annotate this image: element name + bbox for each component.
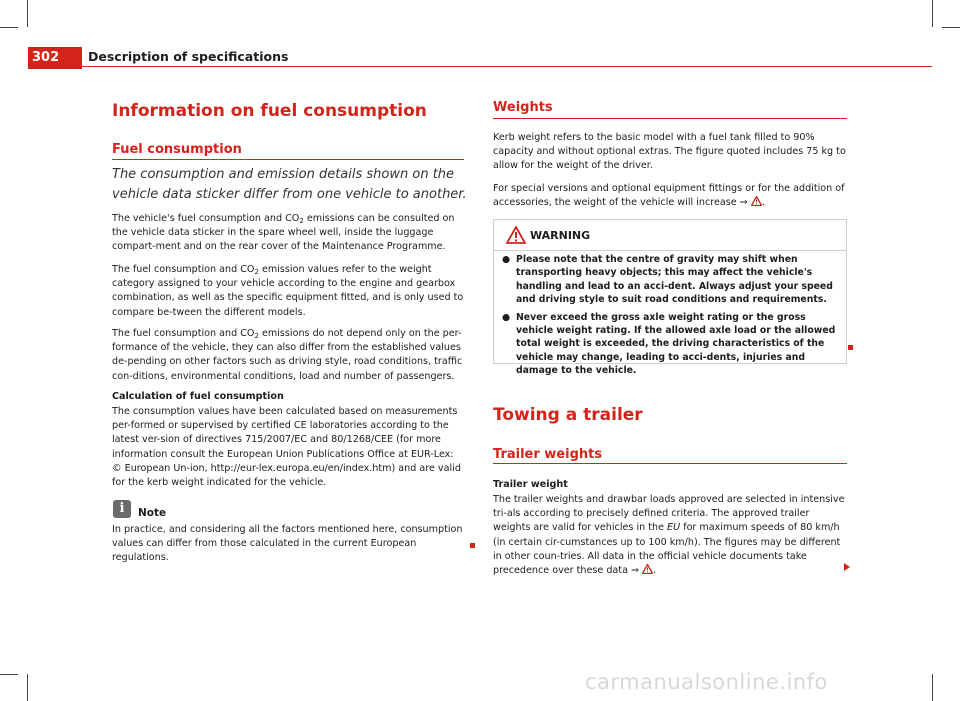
header-divider xyxy=(82,66,932,67)
calc-paragraph: The consumption values have been calculated based on measurements per-formed or supervised by certified CE laboratories according to the latest ver-sion of directives 715/2007/EC and 80/1268/CEE (for more information consult the European Union Publications Office at EUR-Lex: © European Un-ion, http://eur-lex.europa.eu/en/index.htm) and are valid for the kerb weight indicated for the vehicle. xyxy=(112,406,461,489)
section-heading-fuel-info: Information on fuel consumption xyxy=(112,101,427,121)
subheading-rule xyxy=(493,463,847,464)
page-number: 302 xyxy=(28,47,82,69)
crop-mark xyxy=(932,674,933,701)
calc-title: Calculation of fuel consumption xyxy=(112,391,284,402)
paragraph: The fuel consumption and $CO_2$ emission values refer to the weight category assigned to your vehicle according to the engine and gearbox combination, as well as the specific equipment fitted, and is only used to compare be-tween the different models. xyxy=(112,264,464,318)
info-icon: i xyxy=(113,500,131,518)
warning-list xyxy=(502,253,840,382)
section-heading-towing: Towing a trailer xyxy=(493,405,643,425)
crop-mark xyxy=(27,0,28,27)
section-end-mark xyxy=(848,345,853,350)
subheading-fuel-consumption: Fuel consumption xyxy=(112,142,242,157)
intro-text: The consumption and emission details shown on the vehicle data sticker differ from one vehicle to another. xyxy=(112,167,467,202)
paragraph: The vehicle's fuel consumption and $CO_2$ emissions can be consulted on the vehicle data sticker in the spare wheel well, inside the luggage compart-ment and on the rear cover of the Maintenance Programme. xyxy=(112,213,455,253)
paragraph: The fuel consumption and $CO_2$ emissions do not depend only on the per-formance of the vehicle, they can also differ from the established values de-pending on other factors such as driving style, road conditions, traffic con-ditions, environmental conditions, load and number of passengers. xyxy=(112,328,463,382)
weights-paragraph: For special versions and optional equipment fittings or for the addition of accessories, the weight of the vehicle will increase ⇒ . xyxy=(493,183,845,209)
warning-header xyxy=(494,220,846,251)
crop-mark xyxy=(932,0,933,27)
watermark: carmanualsonline.info xyxy=(585,670,828,694)
heading-weights: Weights xyxy=(493,100,553,115)
note-text: In practice, and considering all the factors mentioned here, consumption values can differ from those calculated in the current European regulations. xyxy=(112,524,463,564)
warning-box xyxy=(493,219,847,377)
section-end-mark xyxy=(470,543,475,548)
crop-mark xyxy=(942,27,960,28)
warning-item: ● Never exceed the gross axle weight rating or the gross vehicle weight rating. If the allowed axle load or the allowed total weight is exceeded, the driving characteristics of the vehicle may change, leading to acci-dents, injuries and damage to the vehicle. xyxy=(502,311,836,377)
warning-label: WARNING xyxy=(530,229,591,242)
subheading-trailer-weights: Trailer weights xyxy=(493,447,603,462)
warning-triangle-icon xyxy=(506,226,526,244)
crop-mark xyxy=(0,27,18,28)
warning-triangle-icon xyxy=(642,564,653,574)
heading-rule xyxy=(493,118,847,119)
trailer-paragraph: The trailer weights and drawbar loads approved are selected in intensive tri-als according to precisely defined criteria. The approved trailer weights are valid for vehicles in the EU for maximum speeds of 80 km/h (in certain cir-cumstances up to 100 km/h). The figures may be different in other coun-tries. All data in the official vehicle documents take precedence over these data ⇒ . xyxy=(493,494,845,577)
weights-paragraph: Kerb weight refers to the basic model with a fuel tank filled to 90% capacity and without optional extras. The figure quoted includes 75 kg to allow for the weight of the driver. xyxy=(493,132,846,172)
continue-arrow-icon xyxy=(844,563,850,571)
note-label: Note xyxy=(138,507,167,519)
trailer-weight-title: Trailer weight xyxy=(493,479,568,490)
warning-item: ● Please note that the centre of gravity may shift when transporting heavy objects; this may affect the vehicle's handling and lead to an acci-dent. Always adjust your speed and driving style to suit road conditions and requirements. xyxy=(502,254,833,306)
crop-mark xyxy=(0,674,18,675)
crop-mark xyxy=(27,674,28,701)
warning-triangle-icon xyxy=(751,196,762,206)
subheading-rule xyxy=(112,159,464,160)
running-header: Description of specifications xyxy=(88,49,289,64)
